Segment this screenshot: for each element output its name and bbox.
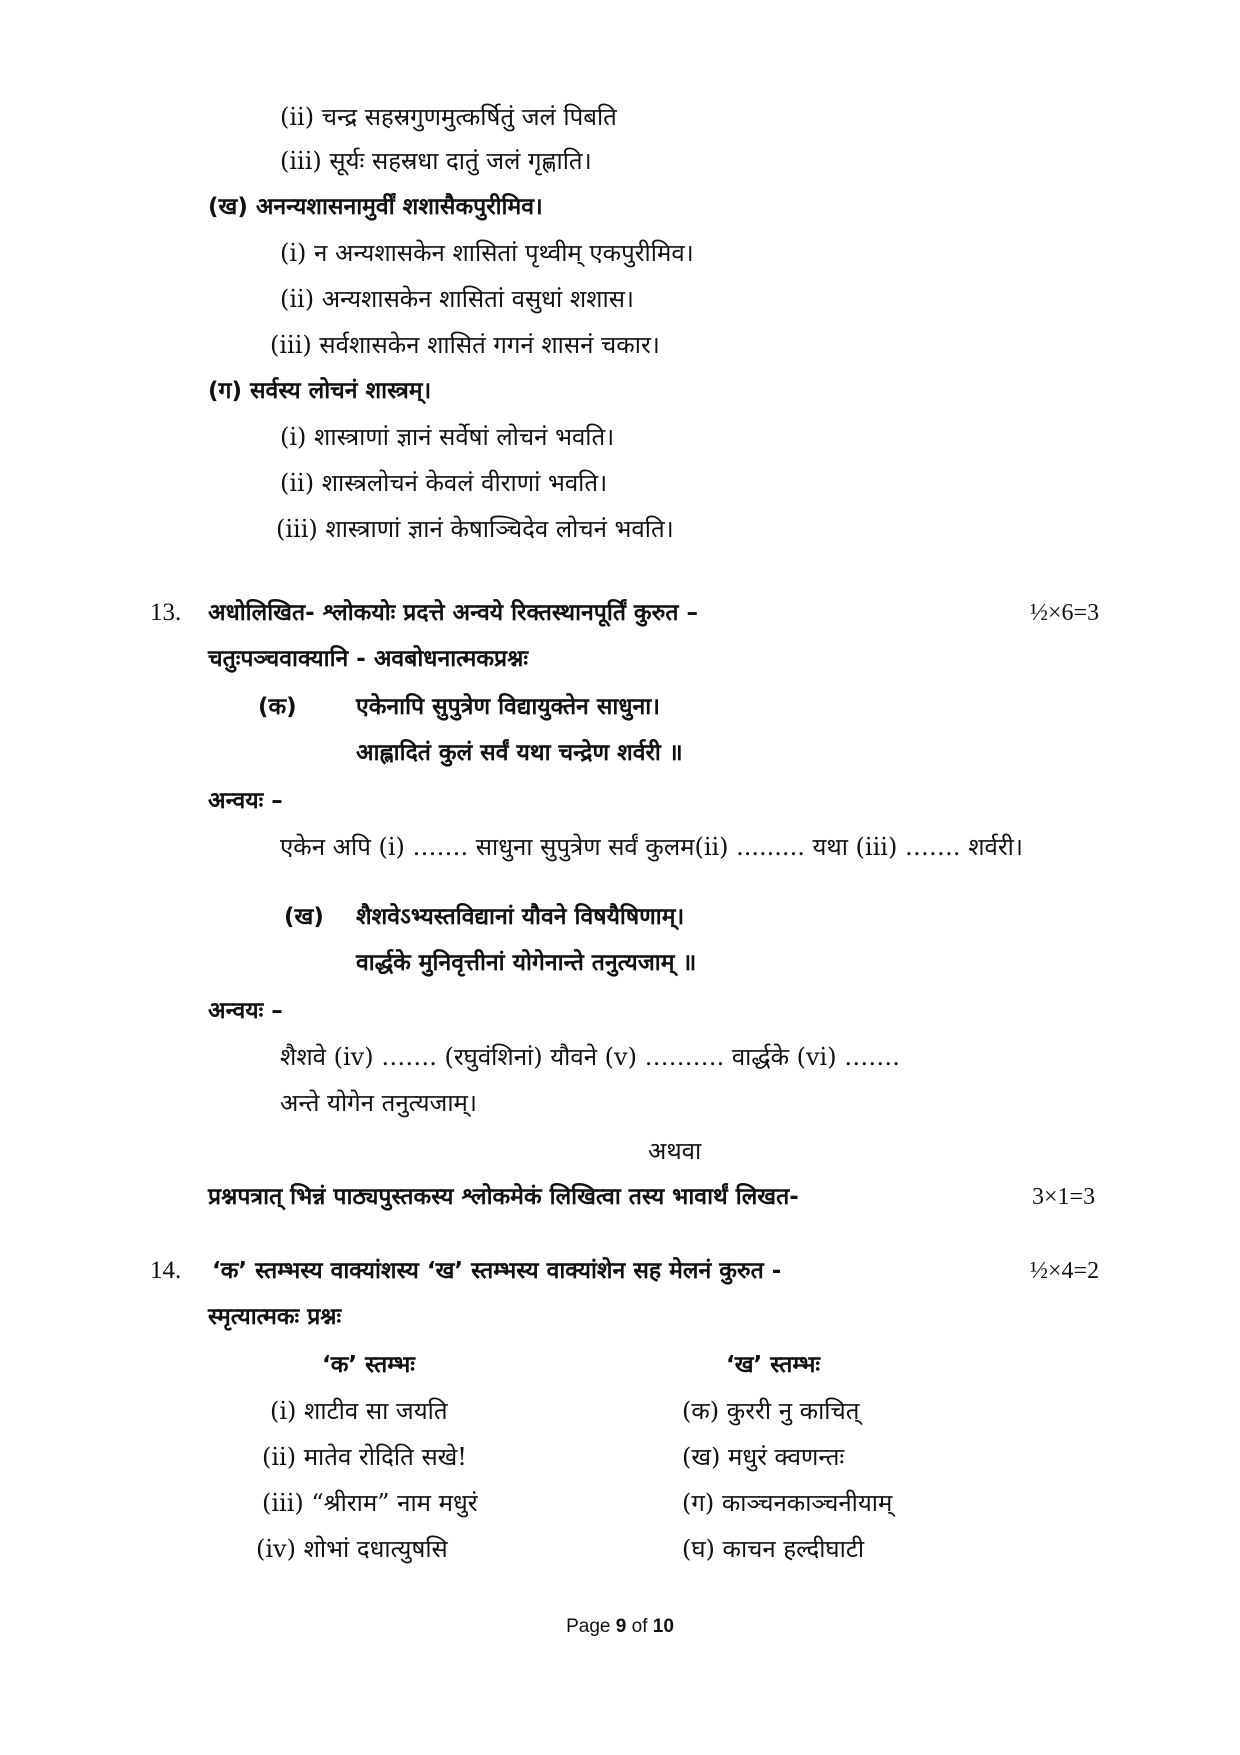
q13-instruction: अधोलिखित- श्लोकयोः प्रदत्ते अन्वये रिक्तस्थानपूर्तिं कुरुत – (208, 600, 698, 626)
q13kha-anvaya-line1: शैशवे (iv) ……. (रघुवंशिनां) यौवने (v) ………. वार्द्धके (vi) ……. (280, 1043, 900, 1071)
q13-athava: अथवा (648, 1137, 702, 1165)
q13ka-anvaya-text: एकेन अपि (i) ……. साधुना सुपुत्रेण सर्वं कुलम(ii) ......... यथा (iii) ……. शर्वरी। (280, 833, 1023, 861)
q13kha-verse-line2: वार्द्धके मुनिवृत्तीनां योगेनान्ते तनुत्यजाम् ॥ (356, 950, 697, 976)
q14-col-a-item: (ii) मातेव रोदिति सखे! (262, 1443, 467, 1471)
q14-col-a-item: (iii) “श्रीराम” नाम मधुरं (262, 1489, 478, 1517)
q14-col-b-header: ‘ख’ स्तम्भः (726, 1352, 821, 1378)
q12ga-stem: (ग) सर्वस्य लोचनं शास्त्रम्। (208, 378, 432, 404)
q12ga-option-i: (i) शास्त्राणां ज्ञानं सर्वेषां लोचनं भवति। (280, 423, 615, 451)
q12kha-option-ii: (ii) अन्यशासकेन शासितां वसुधां शशास। (280, 285, 635, 313)
q13kha-label: (ख) (284, 904, 324, 930)
q12a-option-iii: (iii) सूर्यः सहस्रधा दातुं जलं गृह्णाति। (280, 147, 592, 175)
q13-subheading: चतुःपञ्चवाक्यानि - अवबोधनात्मकप्रश्नः (208, 646, 529, 672)
q14-col-a-item: (i) शाटीव सा जयति (270, 1397, 448, 1425)
q13-number: 13. (150, 599, 182, 626)
q14-col-b-item: (क) कुररी नु काचित् (682, 1397, 860, 1425)
page-footer (0, 1612, 1240, 1642)
q14-col-a-item: (iv) शोभां दधात्युषसि (256, 1535, 448, 1563)
q14-col-b-item: (ख) मधुरं क्वणन्तः (682, 1443, 845, 1471)
q14-instruction: ‘क’ स्तम्भस्य वाक्यांशस्य ‘ख’ स्तम्भस्य वाक्यांशेन सह मेलनं कुरुत - (212, 1258, 782, 1284)
q13ka-verse-line1: एकेनापि सुपुत्रेण विद्यायुक्तेन साधुना। (356, 694, 660, 720)
q13kha-anvaya-label: अन्वयः – (208, 998, 283, 1024)
q14-col-b-item: (घ) काचन हल्दीघाटी (682, 1535, 865, 1563)
q13kha-verse-line1: शैशवेऽभ्यस्तविद्यानां यौवने विषयैषिणाम्। (356, 904, 685, 930)
q14-col-b-item: (ग) काञ्चनकाञ्चनीयाम् (682, 1489, 893, 1517)
q14-subheading: स्मृत्यात्मकः प्रश्नः (208, 1304, 342, 1330)
q14-col-a-header: ‘क’ स्तम्भः (322, 1352, 415, 1378)
q13ka-verse-line2: आह्लादितं कुलं सर्वं यथा चन्द्रेण शर्वरी ॥ (356, 740, 683, 766)
footer-current-page: 9 (615, 1616, 627, 1637)
q13-marks: ½×6=3 (1030, 600, 1100, 626)
q12ga-option-ii: (ii) शास्त्रलोचनं केवलं वीराणां भवति। (280, 469, 608, 497)
q12a-option-ii: (ii) चन्द्र सहस्रगुणमुत्कर्षितुं जलं पिबति (280, 103, 617, 131)
q12kha-option-i: (i) न अन्यशासकेन शासितां पृथ्वीम् एकपुरीमिव। (280, 239, 694, 267)
footer-prefix: Page (566, 1616, 616, 1637)
q13-alt-instruction: प्रश्नपत्रात् भिन्नं पाठ्यपुस्तकस्य श्लोकमेकं लिखित्वा तस्य भावार्थं लिखत- (208, 1184, 799, 1210)
q13-alt-marks: 3×1=3 (1032, 1184, 1096, 1210)
q12ga-option-iii: (iii) शास्त्राणां ज्ञानं केषाञ्चिदेव लोचनं भवति। (276, 515, 674, 543)
q13ka-label: (क) (258, 694, 297, 720)
q12kha-stem: (ख) अनन्यशासनामुर्वीं शशासैकपुरीमिव। (208, 194, 543, 220)
q13kha-anvaya-line2: अन्ते योगेन तनुत्यजाम्। (280, 1089, 477, 1117)
q14-number: 14. (150, 1257, 182, 1284)
footer-total-pages: 10 (652, 1616, 674, 1637)
q14-marks: ½×4=2 (1030, 1258, 1100, 1284)
q13ka-anvaya-label: अन्वयः – (208, 788, 283, 814)
footer-middle: of (626, 1616, 653, 1637)
q12kha-option-iii: (iii) सर्वशासकेन शासितं गगनं शासनं चकार। (270, 331, 660, 359)
